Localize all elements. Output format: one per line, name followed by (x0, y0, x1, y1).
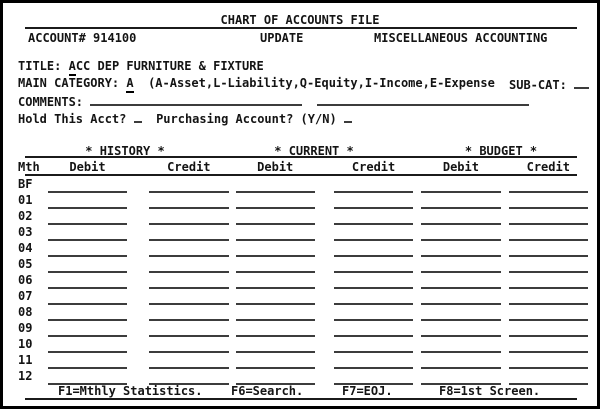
month-label: 03 (18, 225, 33, 239)
budget-debit-field[interactable] (421, 226, 500, 241)
history-debit-field[interactable] (48, 258, 127, 273)
history-credit-field[interactable] (149, 322, 228, 337)
current-credit-field[interactable] (334, 322, 413, 337)
current-credit-field[interactable] (334, 354, 413, 369)
table-body (18, 177, 588, 385)
budget-debit-field[interactable] (421, 274, 500, 289)
history-debit-field[interactable] (48, 354, 127, 369)
history-credit-field[interactable] (149, 306, 228, 321)
current-debit-field[interactable] (236, 354, 315, 369)
history-credit-field[interactable] (149, 226, 228, 241)
budget-debit-field[interactable] (421, 210, 500, 225)
group-header-rule (25, 156, 577, 158)
table-row (18, 209, 588, 225)
table-row (18, 241, 588, 257)
budget-credit-field[interactable] (509, 354, 588, 369)
table-row (18, 321, 588, 337)
main-category-hint: (A-Asset,L-Liability,Q-Equity,I-Income,E-Expense (148, 76, 495, 90)
mode-label: UPDATE (260, 31, 304, 45)
budget-credit-field[interactable] (509, 370, 588, 385)
budget-credit-field[interactable] (509, 322, 588, 337)
month-label: BF (18, 177, 33, 191)
history-debit-header: Debit (69, 160, 106, 174)
current-credit-field[interactable] (334, 370, 413, 385)
month-label: 09 (18, 321, 33, 335)
history-credit-field[interactable] (149, 290, 228, 305)
comments-row (18, 93, 529, 107)
current-debit-field[interactable] (236, 338, 315, 353)
table-row (18, 273, 588, 289)
current-debit-field[interactable] (236, 226, 315, 241)
month-label: 12 (18, 369, 33, 383)
comments-field-1[interactable] (90, 93, 302, 106)
history-credit-field[interactable] (149, 210, 228, 225)
table-row (18, 337, 588, 353)
budget-debit-field[interactable] (421, 354, 500, 369)
current-debit-field[interactable] (236, 258, 315, 273)
current-credit-field[interactable] (334, 210, 413, 225)
department-label: MISCELLANEOUS ACCOUNTING (374, 31, 548, 45)
history-debit-field[interactable] (48, 338, 127, 353)
comments-label: COMMENTS: (18, 95, 84, 109)
table-column-header-row (18, 160, 588, 174)
current-credit-field[interactable] (334, 274, 413, 289)
budget-debit-field[interactable] (421, 290, 500, 305)
budget-debit-field[interactable] (421, 258, 500, 273)
current-credit-field[interactable] (334, 306, 413, 321)
title-label: TITLE: (18, 59, 62, 73)
table-row (18, 257, 588, 273)
hold-acct-label: Hold This Acct? (18, 112, 127, 126)
account-label: ACCOUNT# (28, 31, 86, 45)
account-number-group (28, 31, 136, 45)
account-number: 914100 (93, 31, 137, 45)
table-row (18, 193, 588, 209)
current-debit-header: Debit (257, 160, 294, 174)
history-debit-field[interactable] (48, 370, 127, 385)
sub-cat-field[interactable] (574, 76, 589, 89)
main-category-label: MAIN CATEGORY: (18, 76, 120, 90)
page-title: CHART OF ACCOUNTS FILE (220, 13, 380, 27)
month-column-header: Mth (18, 160, 40, 174)
function-key-bar (3, 384, 600, 398)
history-credit-field[interactable] (149, 274, 228, 289)
history-credit-header: Credit (167, 160, 211, 174)
history-group-header: * HISTORY * (85, 144, 165, 158)
month-label: 06 (18, 273, 33, 287)
current-debit-field[interactable] (236, 306, 315, 321)
current-credit-field[interactable] (334, 178, 413, 193)
month-label: 02 (18, 209, 33, 223)
table-row (18, 177, 588, 193)
current-debit-field[interactable] (236, 210, 315, 225)
hold-acct-field[interactable] (134, 110, 142, 123)
hold-purchasing-row (18, 110, 352, 124)
history-debit-field[interactable] (48, 306, 127, 321)
purchasing-account-field[interactable] (344, 110, 352, 123)
budget-credit-header: Credit (526, 160, 570, 174)
current-debit-field[interactable] (236, 370, 315, 385)
budget-group-header: * BUDGET * (464, 144, 538, 158)
comments-field-2[interactable] (317, 93, 529, 106)
current-credit-field[interactable] (334, 258, 413, 273)
main-category-row (18, 76, 495, 90)
budget-credit-field[interactable] (509, 210, 588, 225)
f6-key-hint: F6=Search. (231, 384, 304, 398)
history-debit-field[interactable] (48, 178, 127, 193)
sub-cat-label: SUB-CAT: (509, 78, 567, 92)
current-credit-field[interactable] (334, 290, 413, 305)
header-rule (25, 27, 577, 29)
main-category-field[interactable]: A (126, 76, 133, 93)
current-credit-header: Credit (351, 160, 396, 174)
budget-credit-field[interactable] (509, 258, 588, 273)
budget-debit-field[interactable] (421, 338, 500, 353)
budget-credit-field[interactable] (509, 274, 588, 289)
history-credit-field[interactable] (149, 354, 228, 369)
f8-key-hint: F8=1st Screen. (439, 384, 541, 398)
history-credit-field[interactable] (149, 370, 228, 385)
month-label: 04 (18, 241, 33, 255)
budget-credit-field[interactable] (509, 178, 588, 193)
table-row (18, 225, 588, 241)
table-row (18, 369, 588, 385)
current-debit-field[interactable] (236, 178, 315, 193)
history-debit-field[interactable] (48, 210, 127, 225)
month-label: 10 (18, 337, 33, 351)
table-row (18, 353, 588, 369)
budget-credit-field[interactable] (509, 242, 588, 257)
budget-debit-field[interactable] (421, 322, 500, 337)
history-debit-field[interactable] (48, 242, 127, 257)
history-credit-field[interactable] (149, 338, 228, 353)
history-credit-field[interactable] (149, 194, 228, 209)
budget-credit-field[interactable] (509, 194, 588, 209)
budget-credit-field[interactable] (509, 338, 588, 353)
table-row (18, 305, 588, 321)
budget-debit-field[interactable] (421, 370, 500, 385)
budget-debit-header: Debit (442, 160, 479, 174)
history-credit-field[interactable] (149, 178, 228, 193)
sub-cat-group (509, 76, 589, 92)
current-credit-field[interactable] (334, 194, 413, 209)
history-credit-field[interactable] (149, 242, 228, 257)
current-debit-field[interactable] (236, 242, 315, 257)
table-row (18, 289, 588, 305)
current-debit-field[interactable] (236, 194, 315, 209)
history-debit-field[interactable] (48, 290, 127, 305)
f7-key-hint: F7=EOJ. (342, 384, 393, 398)
current-credit-field[interactable] (334, 226, 413, 241)
budget-debit-field[interactable] (421, 178, 500, 193)
current-debit-field[interactable] (236, 290, 315, 305)
current-debit-field[interactable] (236, 322, 315, 337)
current-credit-field[interactable] (334, 338, 413, 353)
month-label: 08 (18, 305, 33, 319)
footer-rule (25, 398, 577, 400)
title-value-field[interactable]: ACC DEP FURNITURE & FIXTURE (68, 59, 264, 73)
budget-debit-field[interactable] (421, 194, 500, 209)
history-debit-field[interactable] (48, 194, 127, 209)
month-label: 05 (18, 257, 33, 271)
history-debit-field[interactable] (48, 322, 127, 337)
budget-credit-field[interactable] (509, 290, 588, 305)
title-row (18, 59, 264, 73)
month-label: 07 (18, 289, 33, 303)
budget-credit-field[interactable] (509, 306, 588, 321)
history-credit-field[interactable] (149, 258, 228, 273)
history-debit-field[interactable] (48, 226, 127, 241)
budget-credit-field[interactable] (509, 226, 588, 241)
current-debit-field[interactable] (236, 274, 315, 289)
column-header-rule (25, 174, 577, 176)
current-credit-field[interactable] (334, 242, 413, 257)
month-label: 11 (18, 353, 33, 367)
budget-debit-field[interactable] (421, 242, 500, 257)
budget-debit-field[interactable] (421, 306, 500, 321)
month-label: 01 (18, 193, 33, 207)
current-group-header: * CURRENT * (274, 144, 354, 158)
purchasing-account-label: Purchasing Account? (Y/N) (156, 112, 337, 126)
history-debit-field[interactable] (48, 274, 127, 289)
f1-key-hint: F1=Mthly Statistics. (58, 384, 203, 398)
